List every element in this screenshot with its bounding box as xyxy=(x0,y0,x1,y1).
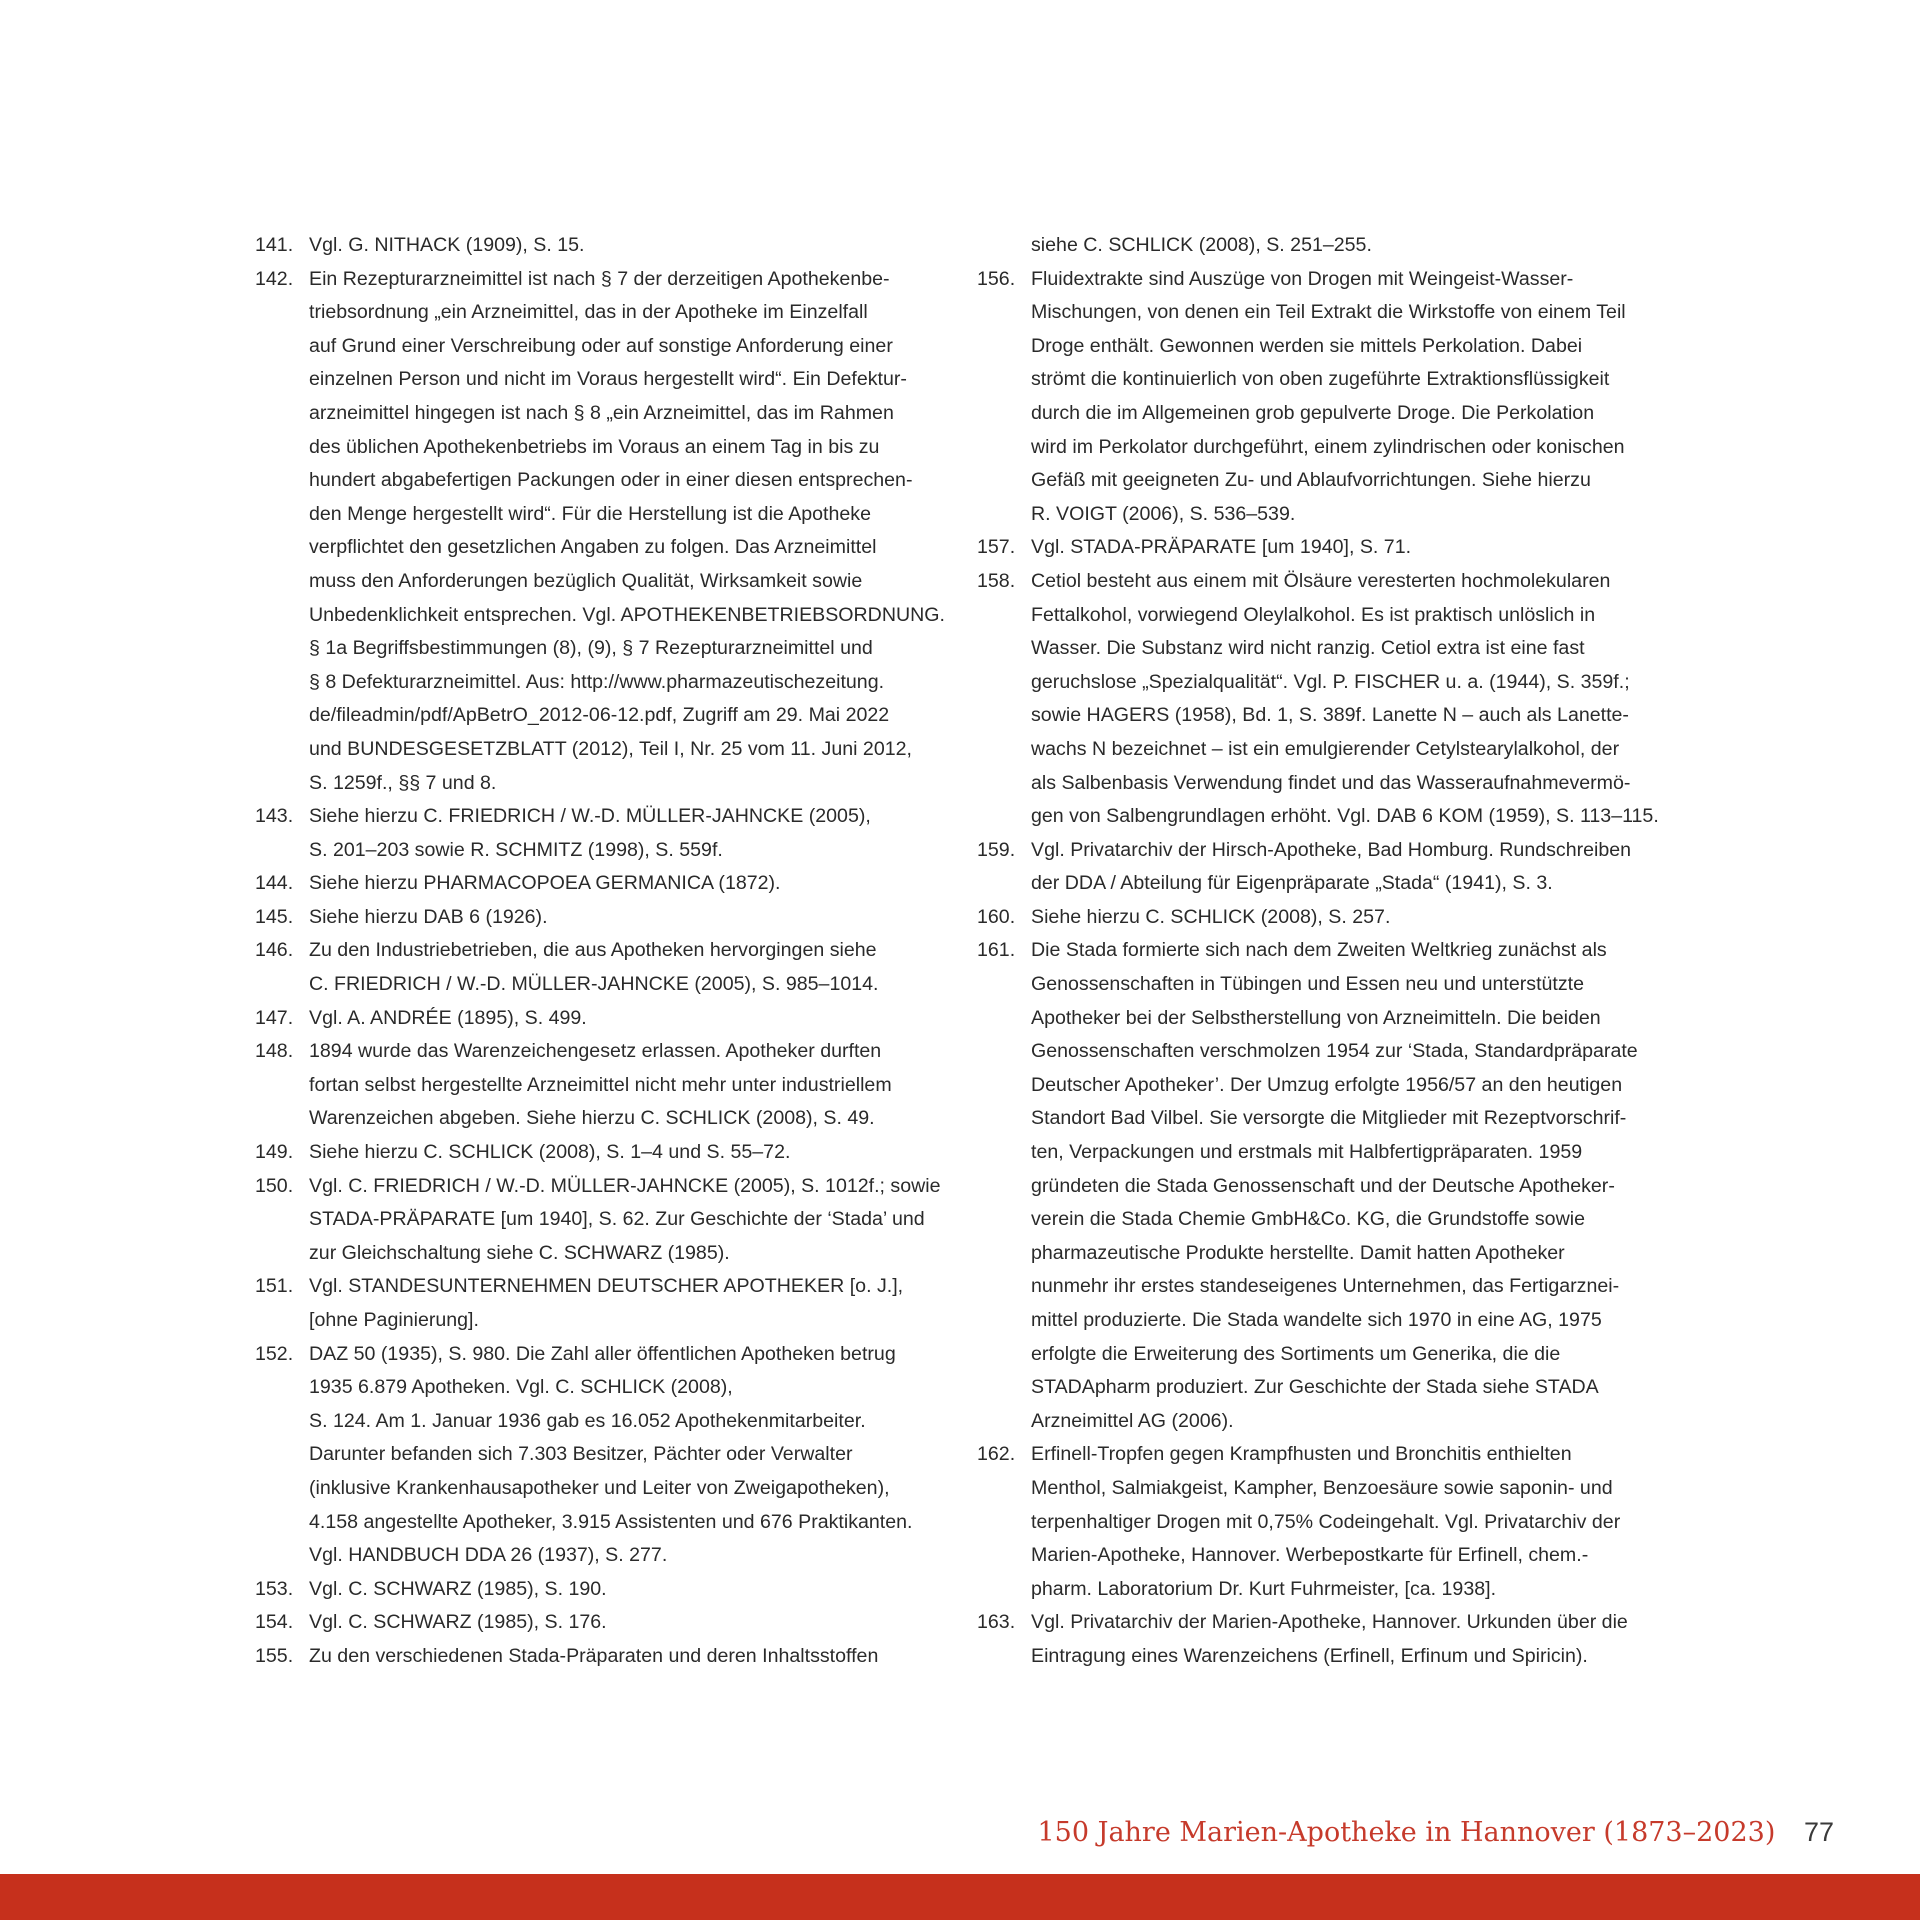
footnote-number: 162. xyxy=(977,1443,1016,1466)
footnote-item xyxy=(255,1338,967,1573)
footnote-text: Vgl. STANDESUNTERNEHMEN DEUTSCHER APOTHEKER [o. J.], [ohne Paginierung]. xyxy=(309,1275,904,1331)
footnote-item xyxy=(977,934,1689,1438)
footnote-item xyxy=(977,834,1689,901)
footnote-number: 151. xyxy=(255,1275,294,1298)
footnote-text: Ein Rezepturarzneimittel ist nach § 7 der derzeitigen Apothekenbe- triebsordnung „ein Arzneimittel, das in der Apotheke im Einzelfall auf Grund einer Verschreibung oder auf sonstige Anforderung einer einzelnen Person und nicht im Voraus hergestellt wird“. Ein Defektur- arzneimittel hingegen ist nach § 8 „ein Arzneimittel, das im Rahmen des üblichen Apothekenbetriebs im Voraus an einem Tag in bis zu hundert abgabefertigen Packungen oder in einer diesen entsprechen- den Menge hergestellt wird“. Für die Herstellung ist die Apotheke verpflichtet den gesetzlichen Angaben zu folgen. Das Arzneimittel muss den Anforderungen bezüglich Qualität, Wirksamkeit sowie Unbedenklichkeit entsprechen. Vgl. APOTHEKENBETRIEBSORDNUNG. § 1a Begriffsbestimmungen (8), (9), § 7 Rezepturarzneimittel und § 8 Defekturarzneimittel. Aus: http://www.pharmazeutischezeitung. de/fileadmin/pdf/ApBetrO_2012-06-12.pdf, Zugriff am 29. Mai 2022 und BUNDESGESETZBLATT (2012), Teil I, Nr. 25 vom 11. Juni 2012, S. 1259f., §§ 7 und 8. xyxy=(309,267,945,794)
footnote-text: Vgl. Privatarchiv der Hirsch-Apotheke, Bad Homburg. Rundschreiben der DDA / Abteilung für Eigenpräparate „Stada“ (1941), S. 3. xyxy=(1031,838,1632,895)
footnote-item xyxy=(255,229,967,263)
footnote-item xyxy=(255,867,967,901)
footnote-number: 147. xyxy=(255,1006,294,1029)
footnote-text: Vgl. STADA-PRÄPARATE [um 1940], S. 71. xyxy=(1031,536,1412,559)
footnote-text: Vgl. A. ANDRÉE (1895), S. 499. xyxy=(309,1006,587,1029)
footnote-text: Vgl. C. FRIEDRICH / W.-D. MÜLLER-JAHNCKE (2005), S. 1012f.; sowie STADA-PRÄPARATE [um 1940], S. 62. Zur Geschichte der ‘Stada’ und zur Gleichschaltung siehe C. SCHWARZ (1985). xyxy=(309,1174,941,1264)
footnote-item xyxy=(977,1438,1689,1606)
page-footer xyxy=(1038,1812,1835,1853)
running-title: 150 Jahre Marien-Apotheke in Hannover (1873–2023) xyxy=(1037,1817,1776,1848)
footnote-number: 155. xyxy=(255,1644,294,1667)
footnote-item xyxy=(255,1136,967,1170)
footnote-text: Siehe hierzu C. FRIEDRICH / W.-D. MÜLLER-JAHNCKE (2005), S. 201–203 sowie R. SCHMITZ (1998), S. 559f. xyxy=(309,805,871,861)
footnote-text: Fluidextrakte sind Auszüge von Drogen mit Weingeist-Wasser- Mischungen, von denen ein Teil Extrakt die Wirkstoffe von einem Teil Droge enthält. Gewonnen werden sie mittels Perkolation. Dabei strömt die kontinuierlich von oben zugeführte Extraktionsflüssigkeit durch die im Allgemeinen grob gepulverte Droge. Die Perkolation wird im Perkolator durchgeführt, einem zylindrischen oder konischen Gefäß mit geeigneten Zu- und Ablaufvorrichtungen. Siehe hierzu R. VOIGT (2006), S. 536–539. xyxy=(1031,267,1626,525)
footnote-item xyxy=(255,1640,967,1674)
footnote-item xyxy=(977,263,1689,532)
footnote-text: Vgl. G. NITHACK (1909), S. 15. xyxy=(309,234,585,256)
footnote-item xyxy=(255,800,967,867)
footnotes-left-column xyxy=(255,229,967,1674)
footnote-number: 146. xyxy=(255,939,294,962)
footnote-text: Zu den Industriebetrieben, die aus Apotheken hervorgingen siehe C. FRIEDRICH / W.-D. MÜLLER-JAHNCKE (2005), S. 985–1014. xyxy=(309,939,879,996)
footnote-number: 144. xyxy=(255,872,294,895)
footnote-number: 161. xyxy=(977,939,1016,962)
footnote-item xyxy=(977,901,1689,935)
footnotes-right-column xyxy=(977,229,1689,1674)
footnote-text: Cetiol besteht aus einem mit Ölsäure veresterten hochmolekularen Fettalkohol, vorwiegend Oleylalkohol. Es ist praktisch unlöslich in Wasser. Die Substanz wird nicht ranzig. Cetiol extra ist eine fast geruchslose „Spezialqualität“. Vgl. P. FISCHER u. a. (1944), S. 359f.; sowie HAGERS (1958), Bd. 1, S. 389f. Lanette N – auch als Lanette- wachs N bezeichnet – ist ein emulgierender Cetylstearylalkohol, der als Salbenbasis Verwendung findet und das Wasseraufnahmevermö- gen von Salbengrundlagen erhöht. Vgl. DAB 6 KOM (1959), S. 113–115. xyxy=(1031,569,1659,828)
footnote-number: 148. xyxy=(255,1040,294,1063)
footnote-text: Erfinell-Tropfen gegen Krampfhusten und Bronchitis enthielten Menthol, Salmiakgeist, Kampher, Benzoesäure sowie saponin- und terpenhaltiger Drogen mit 0,75% Codeingehalt. Vgl. Privatarchiv der Marien-Apotheke, Hannover. Werbepostkarte für Erfinell, chem.- pharm. Laboratorium Dr. Kurt Fuhrmeister, [ca. 1938]. xyxy=(1031,1443,1621,1600)
footnote-number: 154. xyxy=(255,1611,294,1634)
footnote-text: 1894 wurde das Warenzeichengesetz erlassen. Apotheker durften fortan selbst hergestellte Arzneimittel nicht mehr unter industriellem Warenzeichen abgeben. Siehe hierzu C. SCHLICK (2008), S. 49. xyxy=(309,1040,892,1130)
footnote-number: 141. xyxy=(255,234,294,256)
footnote-number: 158. xyxy=(977,569,1016,592)
footnote-item xyxy=(255,901,967,935)
footnote-item xyxy=(255,1170,967,1271)
footnote-number: 152. xyxy=(255,1342,294,1365)
footnote-number: 160. xyxy=(977,905,1016,928)
footnote-item xyxy=(255,934,967,1001)
footnote-text: Siehe hierzu C. SCHLICK (2008), S. 257. xyxy=(1031,905,1391,928)
footnote-number: 156. xyxy=(977,267,1016,290)
footnote-number: 163. xyxy=(977,1611,1016,1634)
footnote-number: 143. xyxy=(255,805,294,828)
footnote-item xyxy=(255,263,967,801)
footnote-number: 142. xyxy=(255,267,294,290)
footnote-text: Zu den verschiedenen Stada-Präparaten und deren Inhaltsstoffen xyxy=(309,1644,879,1667)
footnote-item xyxy=(977,565,1689,834)
footnote-text: Vgl. C. SCHWARZ (1985), S. 190. xyxy=(309,1577,607,1600)
footnote-number: 153. xyxy=(255,1577,294,1600)
footnote-text: Siehe hierzu C. SCHLICK (2008), S. 1–4 und S. 55–72. xyxy=(309,1141,791,1164)
footnote-text: Siehe hierzu PHARMACOPOEA GERMANICA (1872). xyxy=(309,872,781,895)
footnote-number: 150. xyxy=(255,1174,294,1197)
footer-color-bar xyxy=(0,1874,1920,1920)
footnote-item xyxy=(255,1573,967,1607)
footnote-item xyxy=(255,1002,967,1036)
footnote-text: Die Stada formierte sich nach dem Zweiten Weltkrieg zunächst als Genossenschaften in Tübingen und Essen neu und unterstützte Apotheker bei der Selbstherstellung von Arzneimitteln. Die beiden Genossenschaften verschmolzen 1954 zur ‘Stada, Standardpräparate Deutscher Apotheker’. Der Umzug erfolgte 1956/57 an den heutigen Standort Bad Vilbel. Sie versorgte die Mitglieder mit Rezeptvorschrif- ten, Verpackungen und erstmals mit Halbfertigpräparaten. 1959 gründeten die Stada Genossenschaft und der Deutsche Apotheker- verein die Stada Chemie GmbH&Co. KG, die Grundstoffe sowie pharmazeutische Produkte herstellte. Damit hatten Apotheker nunmehr ihr erstes standeseigenes Unternehmen, das Fertigarznei- mittel produzierte. Die Stada wandelte sich 1970 in eine AG, 1975 erfolgte die Erweiterung des Sortiments um Generika, die die STADApharm produziert. Zur Geschichte der Stada siehe STADA Arzneimittel AG (2006). xyxy=(1031,939,1638,1432)
footnote-number: 157. xyxy=(977,536,1016,559)
footnote-item xyxy=(255,1606,967,1640)
footnote-number: 149. xyxy=(255,1141,294,1164)
footnote-text: Vgl. C. SCHWARZ (1985), S. 176. xyxy=(309,1611,607,1634)
footnote-text: Vgl. Privatarchiv der Marien-Apotheke, Hannover. Urkunden über die Eintragung eines Warenzeichens (Erfinell, Erfinum und Spiricin). xyxy=(1031,1611,1628,1667)
footnote-number: 145. xyxy=(255,905,294,928)
footnote-item xyxy=(977,531,1689,565)
footnote-text: DAZ 50 (1935), S. 980. Die Zahl aller öffentlichen Apotheken betrug 1935 6.879 Apotheken. Vgl. C. SCHLICK (2008), S. 124. Am 1. Januar 1936 gab es 16.052 Apothekenmitarbeiter. Darunter befanden sich 7.303 Besitzer, Pächter oder Verwalter (inklusive Krankenhausapotheker und Leiter von Zweigapotheken), 4.158 angestellte Apotheker, 3.915 Assistenten und 676 Praktikanten. Vgl. HANDBUCH DDA 26 (1937), S. 277. xyxy=(309,1342,913,1567)
footnote-number: 159. xyxy=(977,838,1016,861)
footnote-item xyxy=(255,1035,967,1136)
footnote-text: Siehe hierzu DAB 6 (1926). xyxy=(309,905,548,928)
footnote-item xyxy=(977,1606,1689,1673)
footnote-continuation: siehe C. SCHLICK (2008), S. 251–255. xyxy=(1031,234,1372,256)
page-number: 77 xyxy=(1803,1817,1834,1847)
footnote-item xyxy=(255,1270,967,1337)
